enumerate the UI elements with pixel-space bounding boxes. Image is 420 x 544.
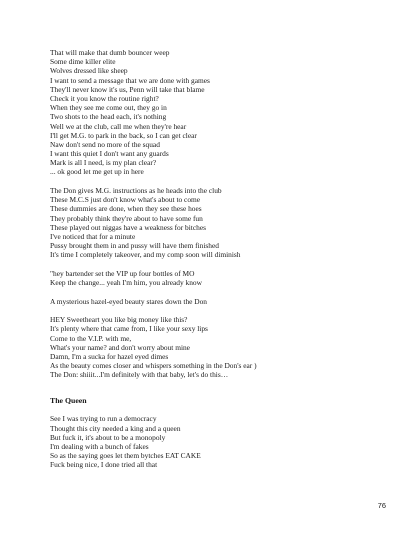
text-line: I've noticed that for a minute [50,231,136,241]
text-line: That will make that dumb bouncer weep [50,48,170,57]
text-line: HEY Sweetheart you like big money like this? [50,315,188,325]
text-line: Naw don't send no more of the squad [50,139,160,149]
text-line: But fuck it, it's about to be a monopoly [50,432,166,442]
text-line: See I was trying to run a democracy [50,414,157,424]
page-number: 76 [377,501,386,510]
text-line: Wolves dressed like sheep [50,66,128,76]
stanza-5 [50,315,390,379]
text-line: Come to the V.I.P. with me, [50,333,132,343]
text-line: These M.C.S just don't know what's about to come [50,195,201,205]
text-line: Some dime killer elite [50,57,116,67]
text-line: I'm dealing with a bunch of fakes [50,441,149,451]
text-line: When they see me come out, they go in [50,103,167,113]
text-line: ... ok good let me get up in here [50,167,144,177]
text-line: What's your name? and don't worry about mine [50,342,190,352]
stanza-6 [50,414,390,469]
text-line: It's plenty where that came from, I like your sexy lips [50,324,208,334]
text-line: As the beauty comes closer and whispers something in the Don's ear ) [50,361,257,371]
text-line: The Don gives M.G. instructions as he heads into the club [50,186,222,196]
text-line: A mysterious hazel-eyed beauty stares down the Don [50,296,208,306]
stanza-4 [50,297,390,306]
text-line: They'll never know it's us, Penn will take that blame [50,84,205,94]
text-line: So as the saying goes let them bytches EAT CAKE [50,451,201,461]
text-line: Two shots to the head each, it's nothing [50,112,167,122]
stanza-3 [50,269,390,287]
text-line: These dummies are done, when they see these hoes [50,204,202,214]
text-line: Fuck being nice, I done tried all that [50,460,158,470]
text-line: I want to send a message that we are done with games [50,75,210,85]
text-line: They probably think they're about to have some fun [50,213,203,223]
text-line: The Don: shiiit...I'm definitely with that baby, let's do this… [50,370,229,380]
text-line: Pussy brought them in and pussy will have them finished [50,241,219,251]
stanza-1 [50,48,390,177]
text-line: Thought this city needed a king and a queen [50,423,181,433]
text-line: Well we at the club, call me when they're hear [50,121,187,131]
text-line: Mark is all I need, is my plan clear? [50,158,157,168]
stanza-2 [50,186,390,260]
text-line: These played out niggas have a weakness for bitches [50,222,206,232]
text-line: "hey bartender set the VIP up four bottles of MO [50,268,195,278]
page-content [50,48,390,469]
section-heading: The Queen [50,395,87,405]
text-line: Check it you know the routine right? [50,93,159,103]
text-line: It's time I completely takeover, and my comp soon will diminish [50,250,241,260]
text-line: I want this quiet I don't want any guards [50,149,169,159]
text-line: Keep the change... yeah I'm him, you already know [50,278,202,288]
text-line: I'll get M.G. to park in the back, so I can get clear [50,130,197,140]
text-line: Damn, I'm a sucka for hazel eyed dimes [50,352,169,361]
